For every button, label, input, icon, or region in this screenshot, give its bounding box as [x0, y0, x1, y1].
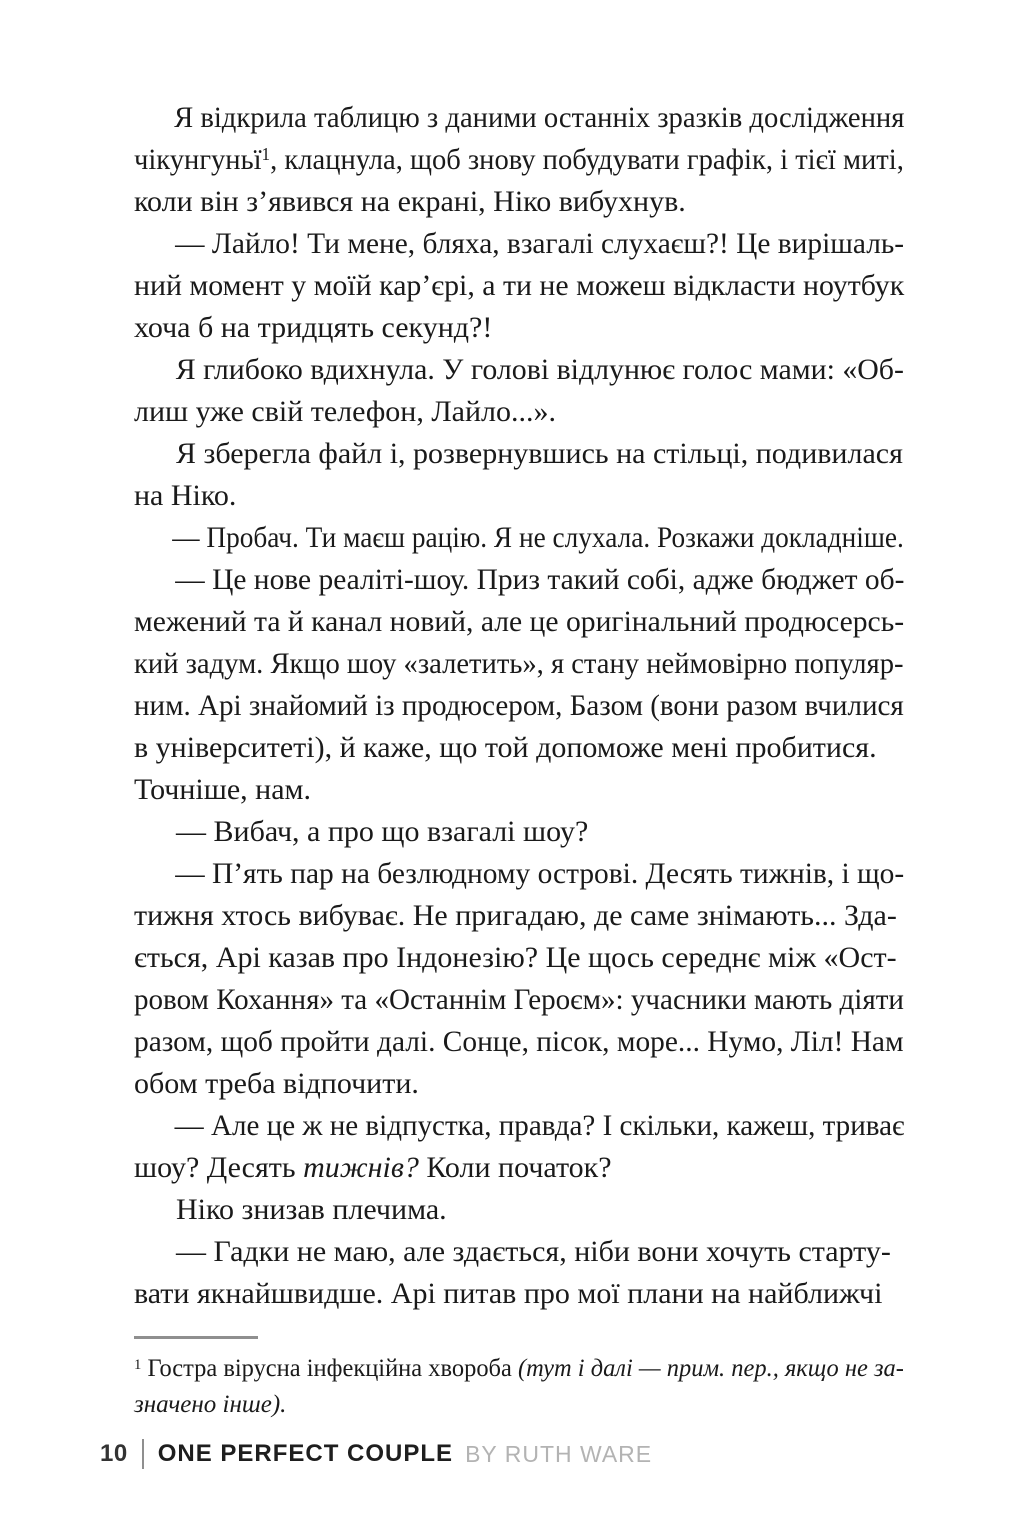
text-line: — Лайло! Ти мене, бляха, взагалі слухаєш?! Це вирішаль-: [175, 227, 905, 260]
text-line: вати якнайшвидше. Арі питав про мої плани на найближчі: [134, 1277, 883, 1310]
footnote: [134, 1336, 904, 1423]
text-line: — Пробач. Ти маєш рацію. Я не слухала. Розкажи докладніше.: [172, 521, 904, 554]
footer-divider: [142, 1439, 144, 1469]
text-line: в університеті), й каже, що той допоможе мені пробитися.: [134, 731, 877, 764]
text-line: — П’ять пар на безлюдному острові. Десять тижнів, і що-: [175, 857, 905, 890]
text-line: тижня хтось вибуває. Не пригадаю, де саме знімають... Зда-: [134, 899, 897, 932]
text-line: $^1$ Гостра вірусна інфекційна хвороба (тут і далі — прим. пер., якщо не за-: [134, 1355, 904, 1382]
text-line: ним. Арі знайомий із продюсером, Базом (вони разом вчилися: [134, 689, 904, 722]
text-line: межений та й канал новий, але це оригінальний продюсерсь-: [134, 605, 905, 638]
paragraph: [134, 349, 904, 433]
footnote-marker: 1: [134, 1356, 142, 1373]
text-line: ється, Арі казав про Індонезію? Це щось середнє між «Ост-: [134, 941, 897, 974]
body-text: [134, 97, 904, 1315]
footnote-marker: 1: [261, 144, 271, 164]
text-line: лиш уже свій телефон, Лайло...».: [134, 395, 557, 428]
text-line: значено інше).: [134, 1391, 287, 1418]
text-line: чікунгуньї$^1$, клацнула, щоб знову побудувати графік, і тієї миті,: [134, 143, 904, 176]
text-line: Ніко знизав плечима.: [176, 1193, 447, 1226]
text-line: шоу? Десять тижнів? Коли початок?: [134, 1151, 612, 1184]
book-author: BY RUTH WARE: [465, 1440, 653, 1467]
text-line: — Гадки не маю, але здається, ніби вони хочуть старту-: [176, 1235, 891, 1268]
paragraph: [134, 1189, 904, 1231]
text-line: обом треба відпочити.: [134, 1067, 419, 1100]
text-line: Я глибоко вдихнула. У голові відлунює голос мами: «Об-: [175, 353, 904, 386]
text-line: Точніше, нам.: [134, 773, 312, 806]
text-line: разом, щоб пройти далі. Сонце, пісок, море... Нумо, Ліл! Нам: [134, 1025, 904, 1058]
text-line: — Вибач, а про що взагалі шоу?: [176, 815, 589, 848]
paragraph: [134, 517, 904, 559]
book-title: ONE PERFECT COUPLE: [157, 1440, 454, 1467]
text-line: ний момент у моїй кар’єрі, а ти не можеш відкласти ноутбук: [134, 269, 905, 302]
text-line: кий задум. Якщо шоу «залетить», я стану неймовірно популяр-: [134, 647, 904, 680]
paragraph: [134, 97, 904, 223]
footer: [100, 1438, 652, 1470]
paragraph: [134, 853, 904, 1105]
text-line: ровом Кохання» та «Останнім Героєм»: учасники мають діяти: [134, 983, 904, 1016]
footnote-text: [134, 1351, 904, 1423]
paragraph: [134, 433, 904, 517]
text-line: Я зберегла файл і, розвернувшись на стільці, подивилася: [176, 437, 903, 470]
text-line: Я відкрила таблицю з даними останніх зразків дослідження: [174, 101, 905, 134]
text-line: — Але це ж не відпустка, правда? І скільки, кажеш, триває: [174, 1109, 905, 1142]
footnote-rule: [134, 1336, 258, 1339]
text-line: хоча б на тридцять секунд?!: [134, 311, 493, 344]
paragraph: [134, 1105, 904, 1189]
paragraph: [134, 811, 904, 853]
text-line: коли він з’явився на екрані, Ніко вибухнув.: [134, 185, 686, 218]
paragraph: [134, 223, 904, 349]
paragraph: [134, 1231, 904, 1315]
text-line: на Ніко.: [134, 479, 237, 512]
paragraph: [134, 559, 904, 811]
text-line: — Це нове реаліті-шоу. Приз такий собі, адже бюджет об-: [175, 563, 905, 596]
page-number: 10: [100, 1440, 128, 1467]
